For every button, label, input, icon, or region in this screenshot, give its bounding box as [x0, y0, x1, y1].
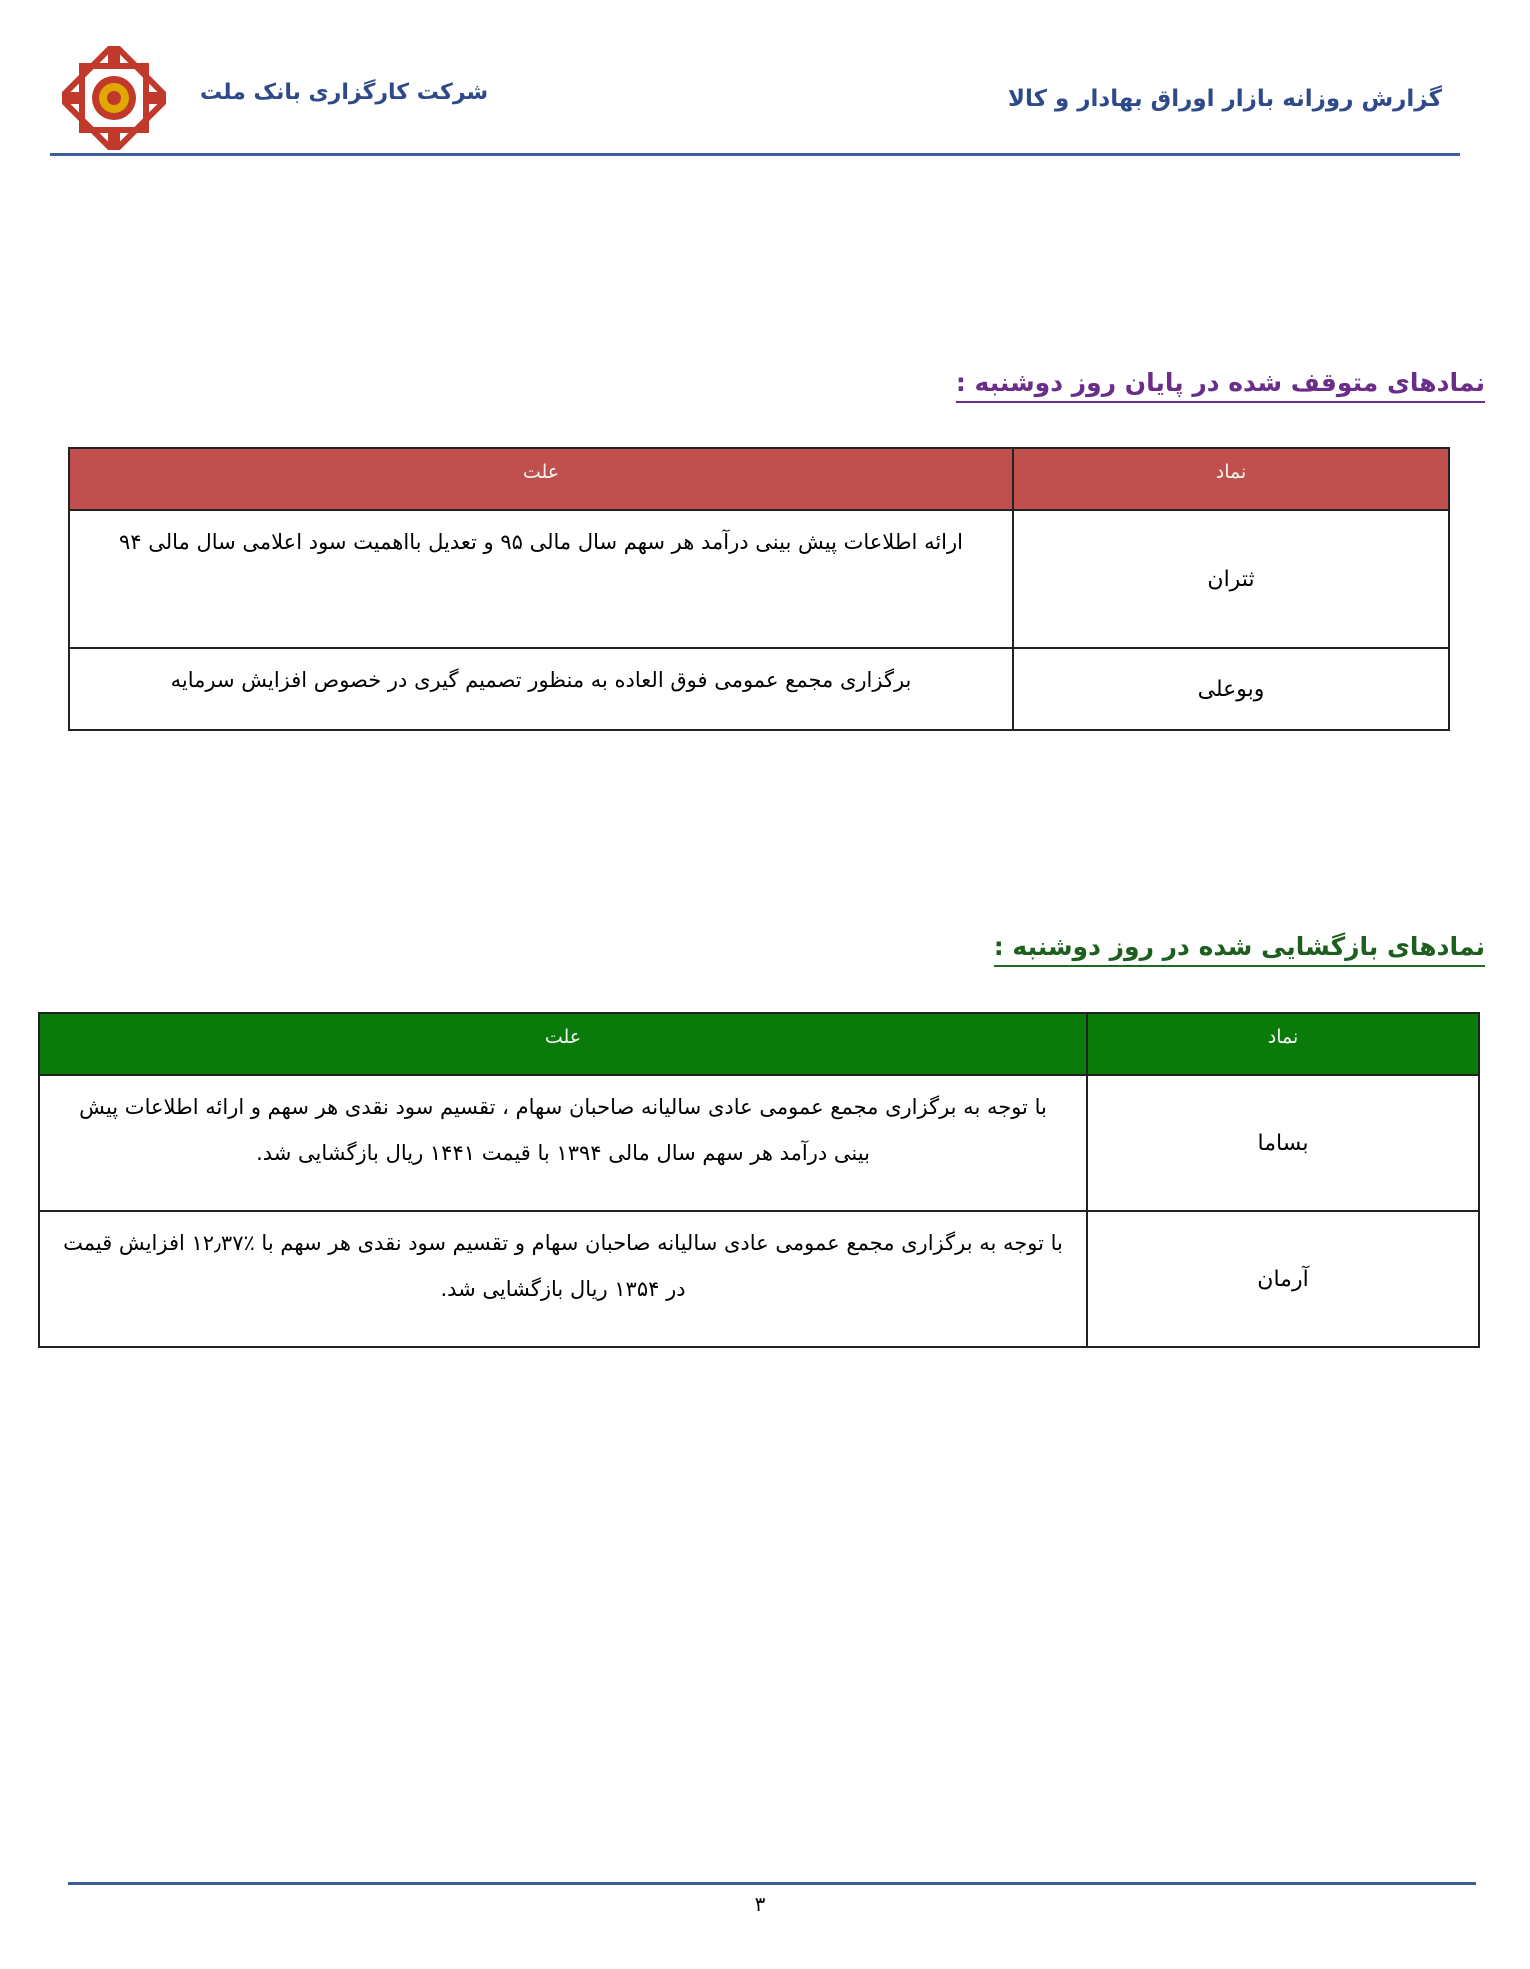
table-row — [39, 1211, 1479, 1347]
symbol-cell: بساما — [1087, 1075, 1479, 1211]
column-header-reason: علت — [69, 448, 1013, 510]
reopened-symbols-heading: نمادهای بازگشایی شده در روز دوشنبه : — [994, 932, 1485, 967]
reason-cell: با توجه به برگزاری مجمع عمومی عادی سالیانه صاحبان سهام و تقسیم سود نقدی هر سهم با ٪۱۲٫۳۷ افزایش قیمت در ۱۳۵۴ ریال بازگشایی شد. — [39, 1211, 1087, 1347]
page-number: ۳ — [754, 1892, 766, 1916]
footer-divider — [68, 1882, 1476, 1885]
reopened-symbols-table — [38, 1012, 1480, 1348]
bank-mellat-logo-icon — [62, 46, 166, 150]
column-header-symbol: نماد — [1087, 1013, 1479, 1075]
table-row — [39, 1075, 1479, 1211]
symbol-cell: ثتران — [1013, 510, 1449, 648]
halted-symbols-table — [68, 447, 1450, 731]
halted-symbols-heading: نمادهای متوقف شده در پایان روز دوشنبه : — [956, 368, 1485, 403]
table-header-row — [39, 1013, 1479, 1075]
reason-cell: با توجه به برگزاری مجمع عمومی عادی سالیانه صاحبان سهام ، تقسیم سود نقدی هر سهم و ارائه اطلاعات پیش بینی درآمد هر سهم سال مالی ۱۳۹۴ با قیمت ۱۴۴۱ ریال بازگشایی شد. — [39, 1075, 1087, 1211]
table-row — [69, 648, 1449, 730]
symbol-cell: وبوعلی — [1013, 648, 1449, 730]
company-name: شرکت کارگزاری بانک ملت — [200, 80, 489, 105]
report-title: گزارش روزانه بازار اوراق بهادار و کالا — [1007, 86, 1442, 112]
table-header-row — [69, 448, 1449, 510]
symbol-cell: آرمان — [1087, 1211, 1479, 1347]
header-divider — [50, 153, 1460, 156]
reason-cell: برگزاری مجمع عمومی فوق العاده به منظور تصمیم گیری در خصوص افزایش سرمایه — [69, 648, 1013, 730]
column-header-symbol: نماد — [1013, 448, 1449, 510]
column-header-reason: علت — [39, 1013, 1087, 1075]
reason-cell: ارائه اطلاعات پیش بینی درآمد هر سهم سال مالی ۹۵ و تعدیل بااهمیت سود اعلامی سال مالی ۹۴ — [69, 510, 1013, 648]
table-row — [69, 510, 1449, 648]
